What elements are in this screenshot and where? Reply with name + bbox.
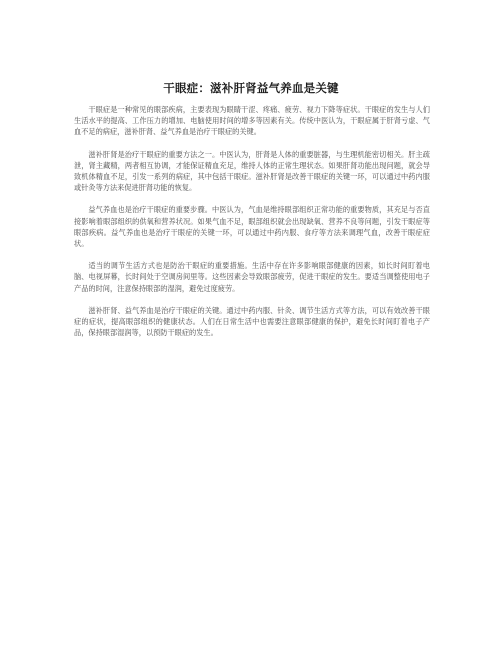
paragraph-4: 适当的调节生活方式也是防治干眼症的重要措施。生活中存在许多影响眼部健康的因素，如长时间盯着电脑、电视屏幕，长时间处于空调房间里等。这些因素会导致眼部疲劳，促进干眼症的发生。要适当调整使用电子产品的时间，注意保持眼部的湿润，避免过度疲劳。 (74, 261, 430, 293)
paragraph-2: 滋补肝肾是治疗干眼症的重要方法之一。中医认为，肝肾是人体的重要脏器，与生理机能密切相关。肝主疏泄，肾主藏精，两者相互协调，才能保证精血充足，维持人体的正常生理状态。如果肝肾功能出现问题，就会导致机体精血不足，引发一系列的病症，其中包括干眼症。滋补肝肾是改善干眼症的关键一环，可以通过中药内服或针灸等方法来促进肝肾功能的恢复。 (74, 149, 430, 193)
paragraph-5: 滋补肝肾、益气养血是治疗干眼症的关键。通过中药内服、针灸、调节生活方式等方法，可以有效改善干眼症的症状，提高眼部组织的健康状态。人们在日常生活中也需要注意眼部健康的保护，避免长时间盯着电子产品，保持眼部湿润等，以预防干眼症的发生。 (74, 305, 430, 338)
document-body (74, 104, 430, 349)
paragraph-1: 干眼症是一种常见的眼部疾病，主要表现为眼睛干涩、疼痛、疲劳、视力下降等症状。干眼症的发生与人们生活水平的提高、工作压力的增加、电脑使用时间的增多等因素有关。传统中医认为，干眼症属于肝肾亏虚、气血不足的病症，滋补肝肾、益气养血是治疗干眼症的关键。 (74, 105, 430, 137)
document-title: 干眼症：滋补肝肾益气养血是关键 (163, 81, 339, 95)
paragraph-3: 益气养血也是治疗干眼症的重要步骤。中医认为，气血是维持眼部组织正常功能的重要物质，其充足与否直接影响着眼部组织的供氧和营养状况。如果气血不足，眼部组织就会出现缺氧、营养不良等问题，引发干眼症等眼部疾病。益气养血也是治疗干眼症的关键一环，可以通过中药内服、食疗等方法来调理气血，改善干眼症症状。 (74, 205, 430, 249)
